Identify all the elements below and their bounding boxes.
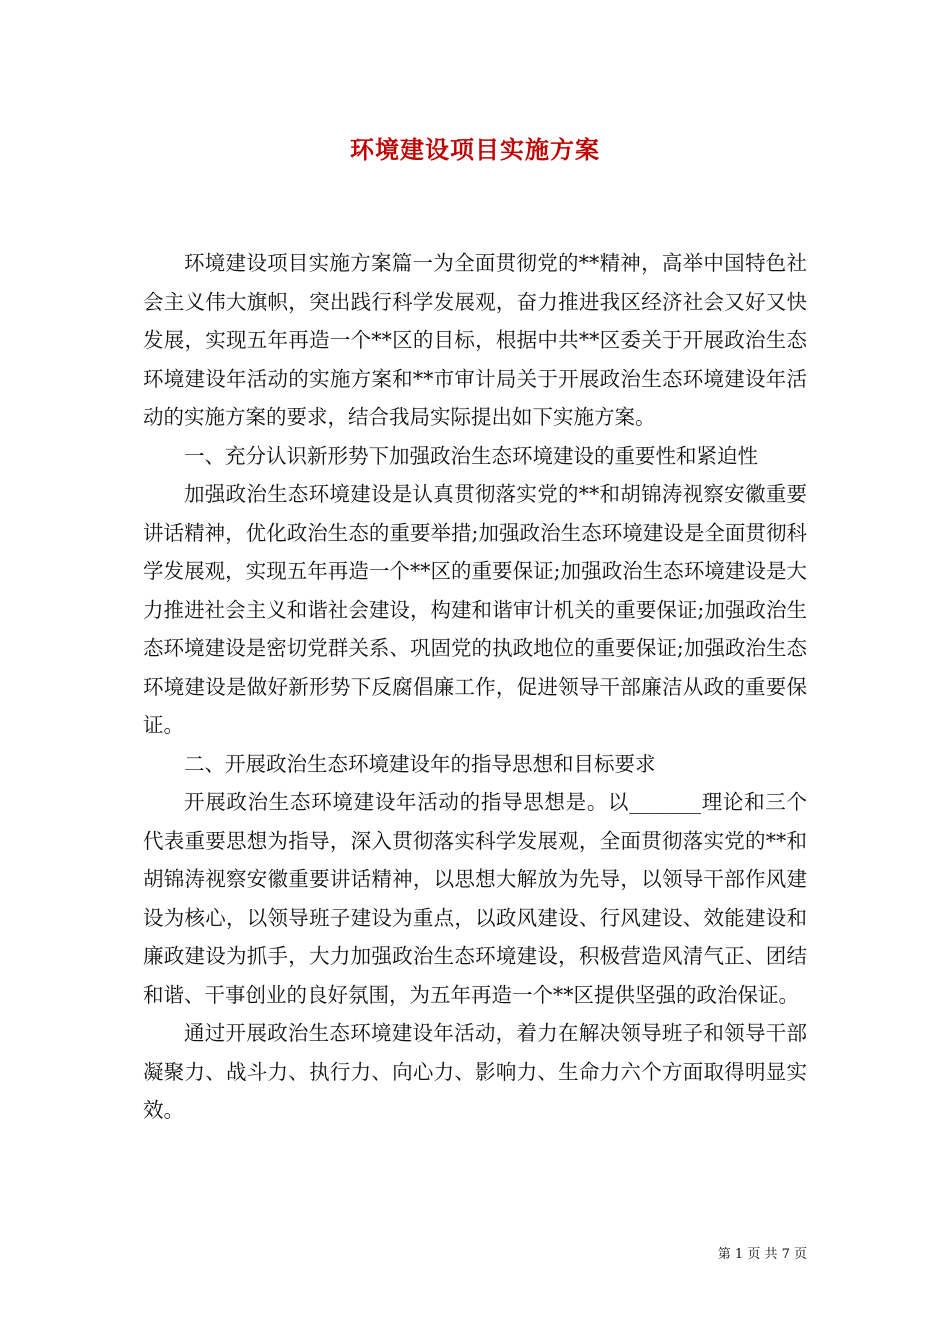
page-number: 第 1 页 共 7 页 xyxy=(717,1247,807,1262)
section-heading-1: 一、充分认识新形势下加强政治生态环境建设的重要性和紧迫性 xyxy=(184,443,758,468)
section-heading-2: 二、开展政治生态环境建设年的指导思想和目标要求 xyxy=(184,751,656,776)
document-body xyxy=(143,244,807,1130)
paragraph-goals: 通过开展政治生态环境建设年活动，着力在解决领导班子和领导干部凝聚力、战斗力、执行力、向心力、影响力、生命力六个方面取得明显实效。 xyxy=(143,1021,807,1122)
paragraph-intro: 环境建设项目实施方案篇一为全面贯彻党的**精神，高举中国特色社会主义伟大旗帜，突出践行科学发展观，奋力推进我区经济社会又好又快发展，实现五年再造一个**区的目标，根据中共**区委关于开展政治生态环境建设年活动的实施方案和**市审计局关于开展政治生态环境建设年活动的实施方案的要求，结合我局实际提出如下实施方案。 xyxy=(143,251,807,429)
document-title: 环境建设项目实施方案 xyxy=(350,135,600,164)
paragraph-importance: 加强政治生态环境建设是认真贯彻落实党的**和胡锦涛视察安徽重要讲话精神，优化政治生态的重要举措;加强政治生态环境建设是全面贯彻科学发展观，实现五年再造一个**区的重要保证;加强政治生态环境建设是大力推进社会主义和谐社会建设，构建和谐审计机关的重要保证;加强政治生态环境建设是密切党群关系、巩固党的执政地位的重要保证;加强政治生态环境建设是做好新形势下反腐倡廉工作，促进领导干部廉洁从政的重要保证。 xyxy=(143,482,807,737)
paragraph-guiding-thought: 开展政治生态环境建设年活动的指导思想是。以_______理论和三个代表重要思想为指导，深入贯彻落实科学发展观，全面贯彻落实党的**和胡锦涛视察安徽重要讲话精神，以思想大解放为先导，以领导干部作风建设为核心，以领导班子建设为重点，以政风建设、行风建设、效能建设和廉政建设为抓手，大力加强政治生态环境建设，积极营造风清气正、团结和谐、干事创业的良好氛围，为五年再造一个**区提供坚强的政治保证。 xyxy=(143,790,807,1007)
